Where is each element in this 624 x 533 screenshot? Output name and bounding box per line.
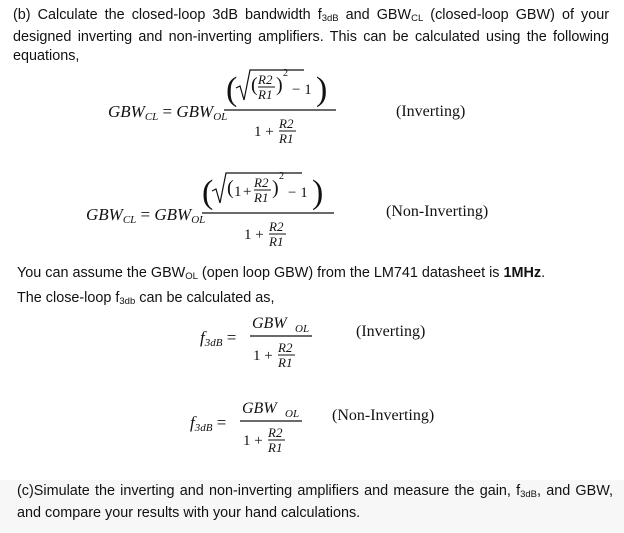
minus-one: − 1 (288, 185, 308, 201)
f3db-noninverting-fraction (240, 397, 310, 457)
gbw-inverting-equation (108, 62, 348, 152)
left-paren: ( (226, 71, 238, 108)
one-plus: 1 + (254, 124, 274, 140)
noninverting-label-1: (Non-Inverting) (386, 203, 489, 220)
right-paren: ) (316, 71, 328, 108)
gbw-noninverting-equation (86, 165, 346, 255)
inner-left-paren: ( (251, 74, 258, 96)
gbw-inverting-lhs: GBWCL = GBWOL (108, 102, 228, 123)
r2-num: R2 (254, 175, 269, 190)
den-r2: R2 (268, 425, 283, 440)
gbw-inverting-fraction (224, 62, 344, 152)
plus: + (243, 184, 252, 200)
den-r1: R1 (279, 131, 294, 146)
one: 1 (234, 184, 242, 200)
right-paren: ) (312, 174, 324, 211)
left-paren: ( (202, 174, 214, 211)
gbw-noninverting-lhs: GBWCL = GBWOL (86, 205, 206, 226)
f3db-inverting-equation (200, 312, 320, 372)
one-plus: 1 + (244, 227, 264, 243)
den-r1: R1 (278, 355, 293, 370)
noninverting-label-2: (Non-Inverting) (332, 407, 435, 424)
num-sub: OL (295, 323, 310, 335)
f3db-noninverting-lhs: f3dB = (190, 413, 227, 434)
gbw-noninverting-fraction (202, 165, 342, 255)
exponent: 2 (283, 68, 288, 79)
r1-den: R1 (254, 190, 269, 205)
exponent: 2 (279, 171, 284, 182)
inverting-label-2: (Inverting) (356, 323, 426, 340)
part-b-paragraph: (b) Calculate the closed-loop 3dB bandwidth $f_{3dB}$ and $GBW_{CL}$ (closed-loop GBW) of your designed inverting and non-inverting amplifiers. This can be calculated using the following equations, (13, 7, 609, 64)
inner-right-paren: ) (276, 74, 283, 96)
one-plus: 1 + (243, 433, 263, 449)
num-gbw: GBW (252, 315, 287, 332)
num-gbw: GBW (242, 400, 277, 417)
f3db-inverting-lhs: f3dB = (200, 328, 237, 349)
den-r1: R1 (268, 440, 283, 455)
minus-one: − 1 (292, 82, 312, 98)
inner-left-paren: ( (227, 177, 234, 199)
den-r2: R2 (279, 116, 294, 131)
closed-loop-line: The close-loop $f_{3db}$ can be calculated as, (17, 290, 275, 307)
den-r1: R1 (269, 234, 284, 249)
assumption-line: You can assume the $GBW_{OL}$ (open loop GBW) from the LM741 datasheet is 1MHz. (17, 265, 546, 282)
one-plus: 1 + (253, 348, 273, 364)
f3db-noninverting-equation (190, 397, 310, 457)
den-r2: R2 (278, 340, 293, 355)
inner-right-paren: ) (272, 177, 279, 199)
num-sub: OL (285, 408, 300, 420)
inverting-label-1: (Inverting) (396, 103, 466, 120)
f3db-inverting-fraction (250, 312, 320, 372)
r1-den: R1 (258, 87, 273, 102)
r2-num: R2 (258, 72, 273, 87)
part-c-paragraph: (c)Simulate the inverting and non-inverting amplifiers and measure the gain, $f_{3dB}$, and GBW, and compare your results with your hand calculations. (17, 483, 613, 521)
den-r2: R2 (269, 219, 284, 234)
